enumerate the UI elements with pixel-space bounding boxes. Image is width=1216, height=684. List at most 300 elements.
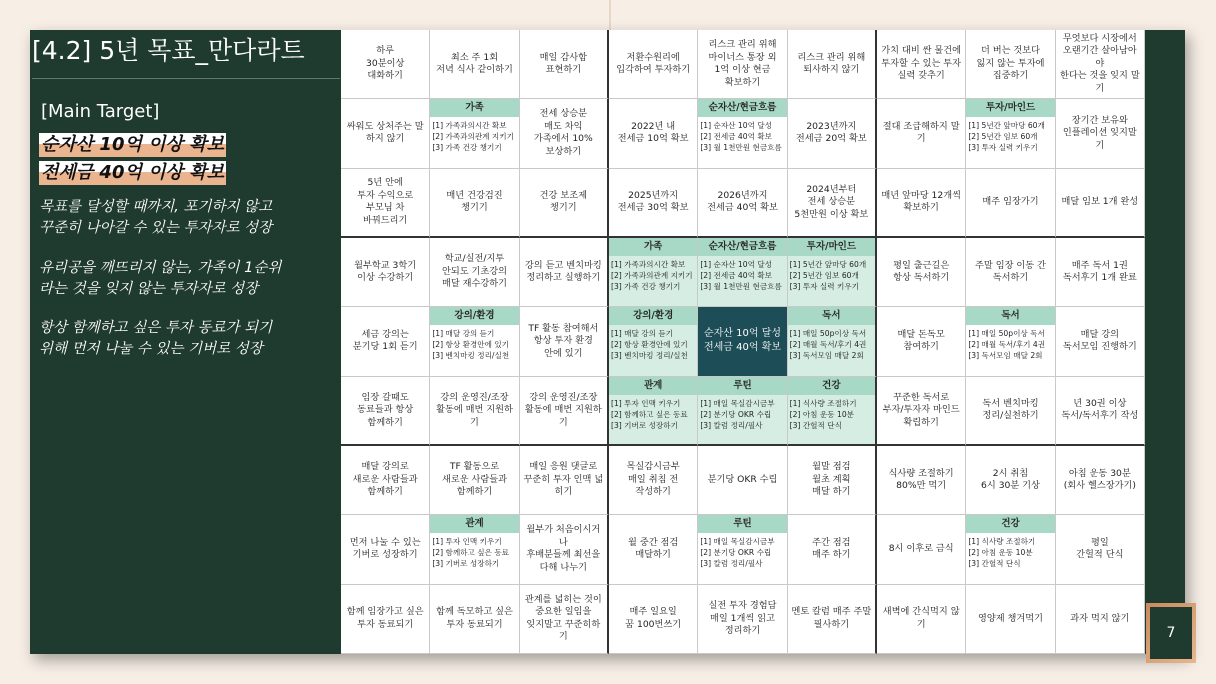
- description-line: 목표를 달성할 때까지, 포기하지 않고: [39, 199, 273, 215]
- description-giver: [39, 318, 272, 360]
- cell-text-line: 이상 수강하기: [357, 272, 414, 284]
- category-title: 순자산/현금흐름: [698, 99, 786, 117]
- description-line: 꾸준히 나아갈 수 있는 투자자로 성장: [39, 220, 273, 236]
- cell-text-line: 함께하기: [456, 486, 493, 498]
- category-items: [609, 395, 697, 444]
- cell-text-line: 잊지말고 꾸준히하기: [526, 618, 601, 643]
- category-item: [2] 전세금 40억 확보: [700, 271, 773, 280]
- mandalart-cell: [877, 307, 966, 376]
- cell-text-line: 독서하기: [992, 272, 1029, 284]
- mandalart-category-cell: [609, 377, 698, 446]
- cell-text-line: 매년 앞마당 12개씩: [881, 189, 961, 201]
- cell-text-line: 먼저 나눌 수 있는: [349, 536, 421, 548]
- cell-text-line: 강의 운영진/조장: [529, 391, 598, 403]
- mandalart-cell: [1056, 446, 1145, 515]
- category-item: [2] 분기당 OKR 수립: [700, 548, 772, 558]
- mandalart-cell: [1056, 307, 1145, 376]
- cell-text-line: 2시 취침: [992, 467, 1029, 479]
- category-item: [3] 가족 건강 챙기기: [432, 143, 502, 153]
- page-number: 7: [1150, 607, 1192, 659]
- mandalart-cell: [1056, 238, 1145, 307]
- cell-text-line: 더 버는 것보다: [980, 45, 1041, 57]
- cell-text-line: 실전 투자 경험담: [708, 600, 777, 612]
- cell-text-line: 매달 재수강하기: [441, 278, 508, 290]
- cell-text-line: 확립하기: [903, 416, 939, 428]
- cell-text-line: 꾸준한 독서로: [893, 391, 950, 403]
- cell-text-line: 월부학교 3학기: [354, 259, 417, 271]
- category-item: [3] 독서모임 매달 2회: [968, 351, 1043, 361]
- cell-text-line: 보상하기: [545, 145, 582, 157]
- cell-text-line: 독서 벤치마킹: [982, 397, 1039, 409]
- cell-text-line: 기: [470, 416, 479, 428]
- mandalart-cell: [877, 377, 966, 446]
- cell-text-line: 순자산 10억 달성: [703, 328, 782, 340]
- mandalart-category-cell: [788, 238, 877, 307]
- category-item: [2] 아침 운동 10분: [789, 409, 854, 419]
- category-item: [3] 투자 실력 키우기: [789, 282, 860, 291]
- cell-text-line: 정리하기: [724, 625, 761, 637]
- cell-text-line: 기: [916, 618, 926, 630]
- mandalart-cell: [341, 99, 430, 168]
- mandalart-cell: [877, 99, 966, 168]
- mandalart-category-cell: [430, 99, 519, 168]
- cell-text-line: 분기당 1회 듣기: [352, 341, 418, 353]
- mandalart-cell: [877, 585, 966, 654]
- main-target-label: [Main Target]: [41, 101, 160, 122]
- cell-text-line: 집중하기: [992, 70, 1029, 82]
- cell-text-line: 독서/독서후기 작성: [1061, 410, 1139, 422]
- mandalart-category-cell: [609, 238, 698, 307]
- category-item: [1] 순자산 10억 달성: [700, 121, 773, 131]
- cell-text-line: 히기: [554, 486, 573, 498]
- mandalart-category-cell: [698, 238, 787, 307]
- cell-text-line: 인플레이션 잊지말기: [1062, 127, 1137, 151]
- category-item: [1] 매일 목실감시금부: [700, 398, 775, 408]
- category-item: [2] 분기당 OKR 수립: [700, 409, 772, 419]
- mandalart-cell: [788, 99, 877, 168]
- mandalart-cell: [877, 238, 966, 307]
- category-title: 관계: [609, 377, 697, 395]
- cell-text-line: 목실감시금부: [626, 461, 680, 473]
- mandalart-category-cell: [966, 99, 1055, 168]
- cell-text-line: 필사하기: [813, 618, 850, 630]
- category-title: 가족: [609, 238, 697, 256]
- cell-text-line: 부모님 차: [365, 202, 405, 214]
- mandalart-cell: [609, 99, 698, 168]
- mandalart-cell: [966, 169, 1055, 238]
- category-item: [1] 5년간 앞마당 60개: [789, 260, 867, 269]
- category-item: [3] 간헐적 단식: [789, 420, 842, 430]
- category-item: [3] 독서모임 매달 2회: [789, 351, 864, 361]
- cell-text-line: 마이너스 통장 외: [708, 51, 777, 63]
- mandalart-cell: [430, 585, 519, 654]
- slide-title: [4.2] 5년 목표_만다라트: [32, 36, 305, 65]
- cell-text-line: 기: [916, 133, 926, 145]
- cell-text-line: 투자 동료되기: [357, 618, 414, 630]
- cell-text-line: 세금 강의는: [361, 328, 409, 340]
- cell-text-line: 전세 상승분: [807, 196, 855, 208]
- cell-text-line: 한다는 것을 잊지 말: [1059, 70, 1140, 82]
- mandalart-cell: [520, 585, 609, 654]
- page-number-badge: [1146, 603, 1196, 663]
- category-items: [788, 325, 875, 375]
- description-line: 라는 것을 잊지 않는 투자자로 성장: [39, 281, 259, 297]
- category-items: [788, 395, 875, 444]
- cell-text-line: 전세금 40억 확보: [703, 342, 782, 354]
- category-item: [3] 기버로 성장하기: [432, 559, 500, 569]
- goal-deposit: 전세금 40억 이상 확보: [41, 162, 224, 183]
- category-item: [1] 식사량 조절하기: [789, 398, 857, 408]
- cell-text-line: 매달 강의로: [361, 461, 409, 473]
- cell-text-line: 전세금 10억 확보: [617, 133, 689, 145]
- cell-text-line: 5년 안에: [367, 177, 403, 189]
- category-item: [1] 투자 인맥 키우기: [432, 537, 502, 547]
- cell-text-line: 2022년 내: [631, 120, 676, 132]
- cell-text-line: 최소 주 1회: [450, 51, 499, 63]
- cell-text-line: 입각하여 투자하기: [616, 64, 691, 76]
- mandalart-cell: [877, 169, 966, 238]
- category-title: 건강: [788, 377, 875, 395]
- cell-text-line: 평일 출근길은: [893, 259, 950, 271]
- category-title: 순자산/현금흐름: [698, 238, 786, 256]
- cell-text-line: 챙기기: [550, 202, 577, 214]
- category-item: [2] 아침 운동 10분: [968, 548, 1033, 558]
- mandalart-cell: [609, 30, 698, 99]
- mandalart-cell: [430, 238, 519, 307]
- cell-text-line: 활동에 매번 지원하: [436, 404, 513, 416]
- category-title: 건강: [966, 515, 1054, 533]
- mandalart-cell: [520, 446, 609, 515]
- cell-text-line: 다해 나누기: [539, 561, 587, 573]
- cell-text-line: 아침 운동 30분: [1068, 467, 1131, 479]
- cell-text-line: 항상 독서하기: [893, 272, 950, 284]
- category-items: [698, 256, 786, 306]
- cell-text-line: 함께 독모하고 싶은: [436, 606, 513, 618]
- category-item: [3] 칼럼 정리/필사: [700, 420, 763, 430]
- category-item: [1] 5년간 앞마당 60개: [968, 121, 1045, 131]
- cell-text-line: 5천만원 이상 확보: [794, 208, 869, 220]
- cell-text-line: 새로운 사람들과: [352, 473, 418, 485]
- category-title: 독서: [966, 307, 1054, 325]
- goal-net-assets: 순자산 10억 이상 확보: [41, 134, 224, 155]
- mandalart-category-cell: [698, 377, 787, 446]
- cell-text-line: 하루: [376, 45, 395, 57]
- mandalart-cell: [430, 377, 519, 446]
- cell-text-line: 안되도 기초강의: [441, 265, 508, 277]
- cell-text-line: 함께 임장가고 싶은: [346, 606, 424, 618]
- cell-text-line: 정리/실천하기: [982, 410, 1039, 422]
- category-item: [3] 월 1천만원 현금흐름: [700, 143, 782, 153]
- cell-text-line: 년 30권 이상: [1073, 397, 1127, 409]
- cell-text-line: 작성하기: [635, 486, 671, 498]
- category-item: [2] 항상 환경안에 있기: [611, 340, 688, 350]
- category-item: [3] 기버로 성장하기: [611, 420, 678, 430]
- top-divider-line: [609, 0, 611, 30]
- cell-text-line: 매달하기: [635, 549, 671, 561]
- category-items: [698, 117, 786, 167]
- mandalart-cell: [698, 585, 787, 654]
- category-title: 강의/환경: [609, 307, 697, 325]
- cell-text-line: 주말 임장 이동 간: [975, 259, 1046, 271]
- cell-text-line: 매일 취침 전: [628, 473, 679, 485]
- cell-text-line: 전세금 40억 확보: [707, 202, 778, 214]
- category-item: [3] 투자 실력 키우기: [968, 143, 1038, 153]
- mandalart-cell: [698, 169, 787, 238]
- mandalart-category-cell: [698, 515, 787, 584]
- mandalart-cell: [520, 515, 609, 584]
- cell-text-line: 월부가 처음이시거나: [526, 524, 601, 548]
- mandalart-cell: [341, 169, 430, 238]
- cell-text-line: 매달 임보 1개 완성: [1061, 196, 1139, 208]
- category-item: [2] 항상 환경안에 있기: [432, 340, 510, 350]
- mandalart-cell: [788, 585, 877, 654]
- cell-text-line: 매주 하기: [812, 549, 851, 561]
- mandalart-cell: [1056, 169, 1145, 238]
- cell-text-line: 참여하기: [903, 341, 939, 353]
- category-items: [609, 325, 697, 375]
- category-item: [1] 매일 50p이상 독서: [968, 329, 1045, 339]
- cell-text-line: 동료들과 항상: [357, 404, 414, 416]
- cell-text-line: 무엇보다 시장에서: [1062, 32, 1137, 44]
- cell-text-line: 안에 있기: [544, 347, 583, 359]
- category-item: [3] 간헐적 단식: [968, 559, 1021, 569]
- mandalart-cell: [877, 30, 966, 99]
- cell-text-line: 가족에서 10%: [533, 133, 593, 145]
- mandalart-cell: [1056, 515, 1145, 584]
- cell-text-line: 8시 이후로 금식: [888, 543, 954, 555]
- cell-text-line: 전세금 20억 확보: [795, 133, 867, 145]
- mandalart-center-cell: [698, 307, 787, 376]
- cell-text-line: 강의 운영진/조장: [440, 391, 509, 403]
- cell-text-line: 챙기기: [461, 202, 488, 214]
- category-item: [1] 매달 강의 듣기: [432, 329, 495, 339]
- category-items: [966, 325, 1054, 375]
- category-item: [2] 가족과의관계 지키기: [611, 271, 693, 280]
- category-items: [430, 117, 518, 167]
- cell-text-line: 독서모임 진행하기: [1062, 341, 1137, 353]
- mandalart-category-cell: [788, 377, 877, 446]
- cell-text-line: 독서후기 1개 완료: [1062, 272, 1137, 284]
- category-items: [698, 533, 786, 583]
- mandalart-cell: [609, 169, 698, 238]
- category-item: [1] 식사량 조절하기: [968, 537, 1036, 547]
- cell-text-line: 리스크 관리 위해: [708, 39, 777, 51]
- description-family: [39, 258, 281, 300]
- cell-text-line: 부자/투자자 마인드: [882, 404, 960, 416]
- cell-text-line: 잃지 않는 투자에: [976, 57, 1045, 69]
- mandalart-category-cell: [966, 515, 1055, 584]
- category-item: [3] 가족 건강 챙기기: [611, 282, 681, 291]
- mandalart-cell: [1056, 99, 1145, 168]
- mandalart-cell: [877, 515, 966, 584]
- cell-text-line: 활동에 매번 지원하: [524, 404, 602, 416]
- cell-text-line: 2026년까지: [717, 189, 768, 201]
- cell-text-line: TF 활동 참여해서: [528, 322, 599, 334]
- cell-text-line: 2024년부터: [806, 183, 857, 195]
- cell-text-line: 학교/실전/지투: [444, 253, 505, 265]
- category-item: [1] 순자산 10억 달성: [700, 260, 773, 269]
- mandalart-cell: [520, 169, 609, 238]
- cell-text-line: 함께하기: [367, 416, 403, 428]
- category-item: [2] 5년간 임보 60개: [789, 271, 859, 280]
- mandalart-cell: [520, 238, 609, 307]
- cell-text-line: 30분이상: [366, 57, 405, 69]
- cell-text-line: 관계를 넓히는 것이: [524, 593, 602, 605]
- mandalart-category-cell: [430, 307, 519, 376]
- mandalart-cell: [609, 585, 698, 654]
- mandalart-grid: [341, 30, 1145, 654]
- cell-text-line: 대화하기: [367, 70, 403, 82]
- category-item: [2] 함께하고 싶은 동료: [611, 409, 688, 419]
- cell-text-line: 식사량 조절하기: [888, 467, 954, 479]
- cell-text-line: 매일 1개씩 읽고: [710, 612, 775, 624]
- mandalart-cell: [788, 30, 877, 99]
- category-items: [788, 256, 875, 306]
- category-item: [3] 벤치마킹 정리/실천: [432, 351, 510, 361]
- cell-text-line: 매달 강의: [1080, 328, 1120, 340]
- cell-text-line: 절대 조급해하지 말: [882, 120, 960, 132]
- cell-text-line: 장기간 보유와: [1071, 114, 1128, 126]
- cell-text-line: 기: [1095, 82, 1105, 94]
- cell-text-line: 간헐적 단식: [1076, 549, 1124, 561]
- category-items: [430, 533, 518, 583]
- mandalart-category-cell: [609, 307, 698, 376]
- mandalart-category-cell: [788, 307, 877, 376]
- mandalart-cell: [966, 238, 1055, 307]
- cell-text-line: 월말 점검: [812, 461, 851, 473]
- cell-text-line: 꾸준히 투자 인맥 넓: [523, 473, 604, 485]
- mandalart-cell: [341, 515, 430, 584]
- category-item: [1] 투자 인맥 키우기: [611, 398, 681, 408]
- cell-text-line: 과자 먹지 않기: [1070, 612, 1130, 624]
- cell-text-line: 하지 않기: [365, 133, 405, 145]
- cell-text-line: 새로운 사람들과: [441, 473, 508, 485]
- category-item: [3] 벤치마킹 정리/실천: [611, 351, 688, 361]
- mandalart-cell: [520, 99, 609, 168]
- mandalart-cell: [966, 446, 1055, 515]
- mandalart-cell: [341, 307, 430, 376]
- mandalart-cell: [1056, 377, 1145, 446]
- cell-text-line: 싸워도 상처주는 말: [346, 120, 424, 132]
- mandalart-cell: [1056, 585, 1145, 654]
- mandalart-cell: [520, 377, 609, 446]
- category-item: [2] 전세금 40억 확보: [700, 132, 773, 142]
- cell-text-line: 기버로 성장하기: [352, 549, 418, 561]
- category-item: [1] 가족과의시간 확보: [432, 121, 507, 131]
- category-items: [698, 395, 786, 444]
- mandalart-cell: [520, 30, 609, 99]
- mandalart-cell: [609, 515, 698, 584]
- mandalart-cell: [698, 446, 787, 515]
- mandalart-cell: [430, 446, 519, 515]
- mandalart-cell: [341, 446, 430, 515]
- cell-text-line: 건강 보조제: [539, 189, 587, 201]
- cell-text-line: 확보하기: [903, 202, 939, 214]
- cell-text-line: 투자할 수 있는 투자: [881, 57, 962, 69]
- cell-text-line: 매년 건강검진: [446, 189, 503, 201]
- cell-text-line: 멘토 칼럼 매주 주말: [791, 606, 872, 618]
- cell-text-line: 리스크 관리 위해: [797, 51, 866, 63]
- mandalart-cell: [341, 238, 430, 307]
- category-item: [2] 함께하고 싶은 동료: [432, 548, 510, 558]
- cell-text-line: 정리하고 실행하기: [526, 272, 601, 284]
- cell-text-line: 매도 차익: [544, 120, 583, 132]
- cell-text-line: TF 활동으로: [449, 461, 500, 473]
- cell-text-line: 중요한 일임을: [535, 606, 592, 618]
- mandalart-cell: [1056, 30, 1145, 99]
- cell-text-line: 오랜기간 살아남아야: [1062, 45, 1137, 69]
- mandalart-cell: [877, 446, 966, 515]
- category-title: 투자/마인드: [966, 99, 1054, 117]
- category-item: [3] 칼럼 정리/필사: [700, 559, 763, 569]
- cell-text-line: 6시 30분 기상: [981, 480, 1040, 492]
- category-title: 강의/환경: [430, 307, 518, 325]
- description-persistence: [39, 197, 272, 239]
- cell-text-line: 저환수원리에: [626, 51, 680, 63]
- mandalart-cell: [966, 377, 1055, 446]
- cell-text-line: 확보하기: [724, 76, 761, 88]
- category-title: 가족: [430, 99, 518, 117]
- cell-text-line: 매달 돈독모: [897, 328, 945, 340]
- cell-text-line: 매주 임장가기: [982, 196, 1039, 208]
- mandalart-cell: [520, 307, 609, 376]
- mandalart-cell: [698, 30, 787, 99]
- category-item: [1] 매달 강의 듣기: [611, 329, 674, 339]
- description-line: 항상 함께하고 싶은 투자 동료가 되기: [39, 320, 273, 336]
- mandalart-cell: [430, 30, 519, 99]
- cell-text-line: 가치 대비 싼 물건에: [881, 45, 962, 57]
- mandalart-cell: [788, 169, 877, 238]
- description-line: 위해 먼저 나눌 수 있는 기버로 성장: [39, 341, 263, 357]
- cell-text-line: 월초 계획: [812, 473, 851, 485]
- mandalart-category-cell: [698, 99, 787, 168]
- cell-text-line: 항상 투자 환경: [533, 335, 593, 347]
- cell-text-line: 2023년까지: [806, 120, 857, 132]
- cell-text-line: 함께하기: [367, 486, 403, 498]
- category-title: 독서: [788, 307, 875, 325]
- slide: [30, 30, 1185, 654]
- cell-text-line: 바꿔드리기: [362, 214, 408, 226]
- mandalart-cell: [788, 446, 877, 515]
- mandalart-cell: [341, 30, 430, 99]
- cell-text-line: 매일 응원 댓글로: [529, 461, 598, 473]
- cell-text-line: 평일: [1090, 536, 1109, 548]
- cell-text-line: 새벽에 간식먹지 않: [882, 606, 960, 618]
- cell-text-line: 매주 일요일: [629, 606, 677, 618]
- cell-text-line: (회사 헬스장가기): [1063, 480, 1136, 492]
- description-line: 유리공을 깨뜨리지 않는, 가족이 1순위: [39, 260, 282, 276]
- cell-text-line: 매일 감사함: [539, 51, 587, 63]
- mandalart-cell: [966, 585, 1055, 654]
- cell-text-line: 월 중간 점검: [628, 536, 679, 548]
- category-item: [2] 매월 독서/후기 4권: [789, 340, 867, 350]
- category-title: 루틴: [698, 377, 786, 395]
- category-title: 관계: [430, 515, 518, 533]
- mandalart-cell: [430, 169, 519, 238]
- category-item: [1] 매일 50p이상 독서: [789, 329, 867, 339]
- category-item: [2] 5년간 임보 60개: [968, 132, 1038, 142]
- category-items: [966, 117, 1054, 167]
- cell-text-line: 매주 독서 1권: [1071, 259, 1128, 271]
- category-items: [609, 256, 697, 306]
- mandalart-cell: [966, 30, 1055, 99]
- category-title: 루틴: [698, 515, 786, 533]
- mandalart-category-cell: [430, 515, 519, 584]
- cell-text-line: 80%만 먹기: [896, 480, 947, 492]
- cell-text-line: 기: [558, 416, 568, 428]
- cell-text-line: 실력 갖추기: [897, 70, 945, 82]
- category-items: [430, 325, 518, 375]
